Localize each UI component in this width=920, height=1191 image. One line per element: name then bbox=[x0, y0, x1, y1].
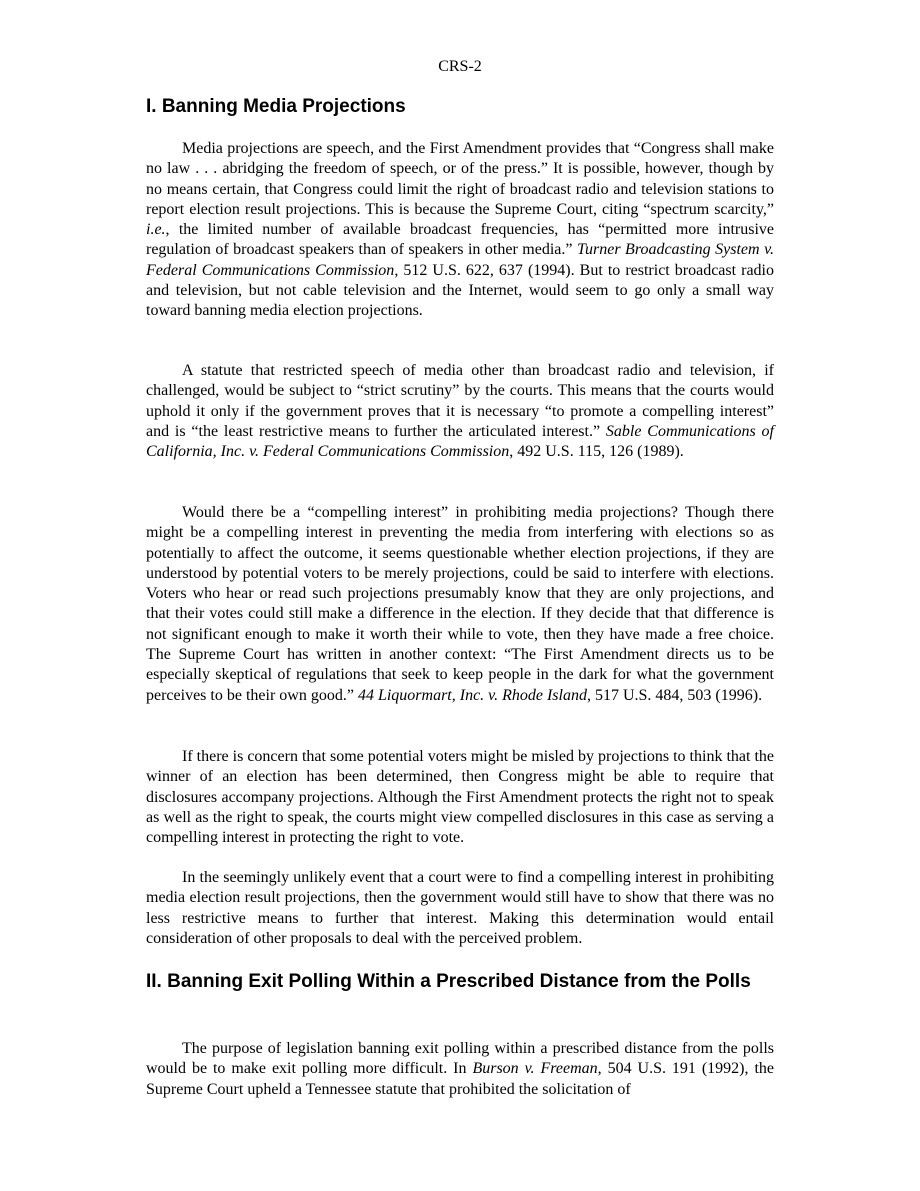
section-heading-banning-exit-polling: II. Banning Exit Polling Within a Prescribed Distance from the Polls bbox=[146, 971, 751, 992]
paragraph: In the seemingly unlikely event that a court were to find a compelling interest in prohibiting media election result projections, then the government would still have to show that there was no less restrictive means to further that interest. Making this determination would entail consideration of other proposals to deal with the perceived problem. bbox=[146, 869, 774, 947]
paragraph: Media projections are speech, and the First Amendment provides that “Congress shall make no law . . . abridging the freedom of speech, or of the press.” It is possible, however, though by no means certain, that Congress could limit the right of broadcast radio and television stations to report election result projections. This is because the Supreme Court, citing “spectrum scarcity,” i.e., the limited number of available broadcast frequencies, has “permitted more intrusive regulation of broadcast speakers than of speakers in other media.” Turner Broadcasting System v. Federal Communications Commission, 512 U.S. 622, 637 (1994). But to restrict broadcast radio and television, but not cable television and the Internet, would seem to go only a small way toward banning media election projections. bbox=[146, 140, 775, 320]
case-citation: Turner Broadcasting System v. Federal Communications Commission bbox=[146, 241, 774, 279]
page-number: CRS-2 bbox=[438, 58, 482, 75]
section-heading-banning-media-projections: I. Banning Media Projections bbox=[146, 96, 406, 117]
paragraph: A statute that restricted speech of media other than broadcast radio and television, if challenged, would be subject to “strict scrutiny” by the courts. This means that the courts would uphold it only if the government proves that it is necessary “to promote a compelling interest” and is “the least restrictive means to further the articulated interest.” Sable Communications of California, Inc. v. Federal Communications Commission, 492 U.S. 115, 126 (1989). bbox=[146, 362, 774, 461]
case-citation: Sable Communications of California, Inc. v. Federal Communications Commission bbox=[146, 422, 774, 461]
case-citation: 44 Liquormart, Inc. v. Rhode Island bbox=[357, 686, 587, 704]
paragraph: Would there be a “compelling interest” in prohibiting media projections? Though there might be a compelling interest in preventing the media from interfering with elections so as potentially to affect the outcome, it seems questionable whether election projections, if they are understood by potential voters to be merely projections, could be said to interfere with elections. Voters who hear or read such projections presumably know that they are only projections, and that their votes could still make a difference in the election. If they decide that that difference is not significant enough to make it worth their while to vote, then they have made a free choice. The Supreme Court has written in another context: “The First Amendment directs us to be especially skeptical of regulations that seek to keep people in the dark for what the government perceives to be their own good.” 44 Liquormart, Inc. v. Rhode Island, 517 U.S. 484, 503 (1996). bbox=[146, 504, 774, 704]
paragraph: The purpose of legislation banning exit polling within a prescribed distance from the polls would be to make exit polling more difficult. In Burson v. Freeman, 504 U.S. 191 (1992), the Supreme Court upheld a Tennessee statute that prohibited the solicitation of bbox=[146, 1040, 774, 1098]
case-citation: Burson v. Freeman bbox=[472, 1060, 598, 1078]
case-citation: i.e. bbox=[146, 221, 166, 239]
paragraph: If there is concern that some potential voters might be misled by projections to think that the winner of an election has been determined, then Congress might be able to require that disclosures accompany projections. Although the First Amendment protects the right not to speak as well as the right to speak, the courts might view compelled disclosures in this case as serving a compelling interest in protecting the right to vote. bbox=[146, 748, 774, 847]
